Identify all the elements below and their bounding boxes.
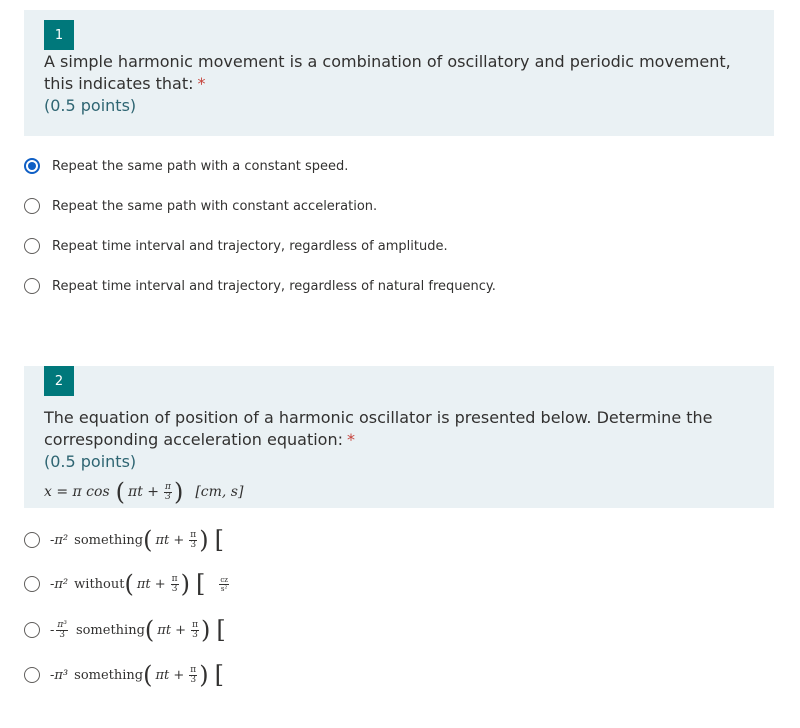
argument: πt + bbox=[157, 622, 187, 638]
question-number-badge: 2 bbox=[44, 366, 74, 396]
fraction-numerator: π bbox=[171, 573, 178, 584]
fraction-numerator: π bbox=[192, 619, 198, 630]
fraction-denominator: 3 bbox=[165, 491, 171, 502]
radio-icon[interactable] bbox=[24, 532, 40, 548]
argument: πt + bbox=[136, 576, 166, 592]
function-word: something bbox=[74, 667, 144, 683]
q2-option-2-expression bbox=[50, 570, 231, 598]
paren-open: ( bbox=[144, 616, 155, 644]
q2-option-1-expression bbox=[50, 526, 224, 554]
paren-close: ) bbox=[199, 661, 209, 689]
fraction-numerator: π bbox=[190, 664, 197, 675]
question-2-header bbox=[24, 366, 774, 508]
q1-option-2-label: Repeat the same path with constant acceleration. bbox=[52, 198, 378, 214]
fraction bbox=[189, 666, 197, 685]
coefficient-denominator: 3 bbox=[59, 629, 66, 640]
q2-option-3-expression bbox=[50, 616, 226, 644]
bracket: [ bbox=[216, 616, 226, 644]
fraction-denominator: 3 bbox=[171, 583, 178, 594]
q2-option-4[interactable] bbox=[24, 661, 224, 689]
q1-option-3[interactable] bbox=[24, 235, 448, 257]
coefficient: -π² bbox=[50, 532, 69, 548]
q1-option-1-label: Repeat the same path with a constant speed. bbox=[52, 158, 349, 174]
paren-close: ) bbox=[199, 526, 209, 554]
function-word: something bbox=[75, 622, 145, 638]
equation-lhs: x = π cos bbox=[44, 484, 110, 500]
equation-arg: πt + bbox=[128, 484, 160, 500]
radio-selected-icon[interactable] bbox=[24, 158, 40, 174]
required-marker: * bbox=[347, 430, 355, 449]
fraction-denominator: 3 bbox=[192, 629, 198, 640]
fraction-numerator: π bbox=[190, 529, 197, 540]
question-1-header bbox=[24, 10, 774, 136]
argument: πt + bbox=[155, 532, 185, 548]
fraction bbox=[191, 621, 199, 640]
q1-option-3-label: Repeat time interval and trajectory, regardless of amplitude. bbox=[52, 238, 448, 254]
question-2-text: The equation of position of a harmonic oscillator is presented below. Determine the corresponding acceleration equation: bbox=[44, 408, 713, 449]
minus-sign: - bbox=[50, 622, 55, 638]
equation-units: [cm, s] bbox=[195, 484, 244, 500]
coefficient-fraction bbox=[56, 621, 68, 640]
coefficient-numerator: π³ bbox=[57, 619, 67, 630]
radio-icon[interactable] bbox=[24, 576, 40, 592]
bracket: [ bbox=[195, 570, 206, 598]
paren-open: ( bbox=[124, 570, 134, 598]
bracket: [ bbox=[214, 661, 224, 689]
fraction-denominator: 3 bbox=[190, 674, 197, 685]
position-equation bbox=[44, 478, 244, 506]
question-number-badge: 1 bbox=[44, 20, 74, 50]
coefficient: -π³ bbox=[50, 667, 69, 683]
q1-option-2[interactable] bbox=[24, 195, 377, 217]
question-1-text: A simple harmonic movement is a combination of oscillatory and periodic movement, this indicates that: bbox=[44, 52, 731, 93]
radio-icon[interactable] bbox=[24, 622, 40, 638]
q2-option-2[interactable] bbox=[24, 570, 231, 598]
unit-denominator: s² bbox=[220, 584, 228, 593]
paren-open: ( bbox=[143, 661, 153, 689]
fraction bbox=[171, 575, 179, 594]
question-2-points: (0.5 points) bbox=[44, 452, 137, 471]
paren-close: ) bbox=[201, 616, 211, 644]
q2-option-3[interactable] bbox=[24, 616, 226, 644]
fraction-denominator: 3 bbox=[190, 539, 197, 550]
question-1-points: (0.5 points) bbox=[44, 96, 137, 115]
paren-open: ( bbox=[143, 526, 153, 554]
argument: πt + bbox=[155, 667, 185, 683]
radio-icon[interactable] bbox=[24, 667, 40, 683]
unit-fraction bbox=[219, 576, 229, 593]
q1-option-1[interactable] bbox=[24, 155, 348, 177]
coefficient: -π² bbox=[50, 576, 69, 592]
fraction-numerator: π bbox=[165, 481, 171, 492]
unit-numerator: cz bbox=[220, 575, 228, 584]
required-marker: * bbox=[197, 74, 206, 93]
paren-close: ) bbox=[180, 570, 190, 598]
fraction bbox=[189, 531, 197, 550]
equation-fraction bbox=[164, 483, 172, 502]
paren-close: ) bbox=[173, 478, 184, 506]
function-word: something bbox=[74, 532, 144, 548]
radio-icon[interactable] bbox=[24, 238, 40, 254]
paren-open: ( bbox=[115, 478, 126, 506]
q2-option-1[interactable] bbox=[24, 526, 224, 554]
q2-option-4-expression bbox=[50, 661, 224, 689]
question-1-text-container bbox=[44, 51, 744, 117]
radio-icon[interactable] bbox=[24, 198, 40, 214]
radio-icon[interactable] bbox=[24, 278, 40, 294]
q1-option-4-label: Repeat time interval and trajectory, regardless of natural frequency. bbox=[52, 278, 496, 294]
question-2-text-container bbox=[44, 407, 744, 473]
function-word: without bbox=[74, 576, 125, 592]
bracket: [ bbox=[214, 526, 224, 554]
q1-option-4[interactable] bbox=[24, 275, 496, 297]
